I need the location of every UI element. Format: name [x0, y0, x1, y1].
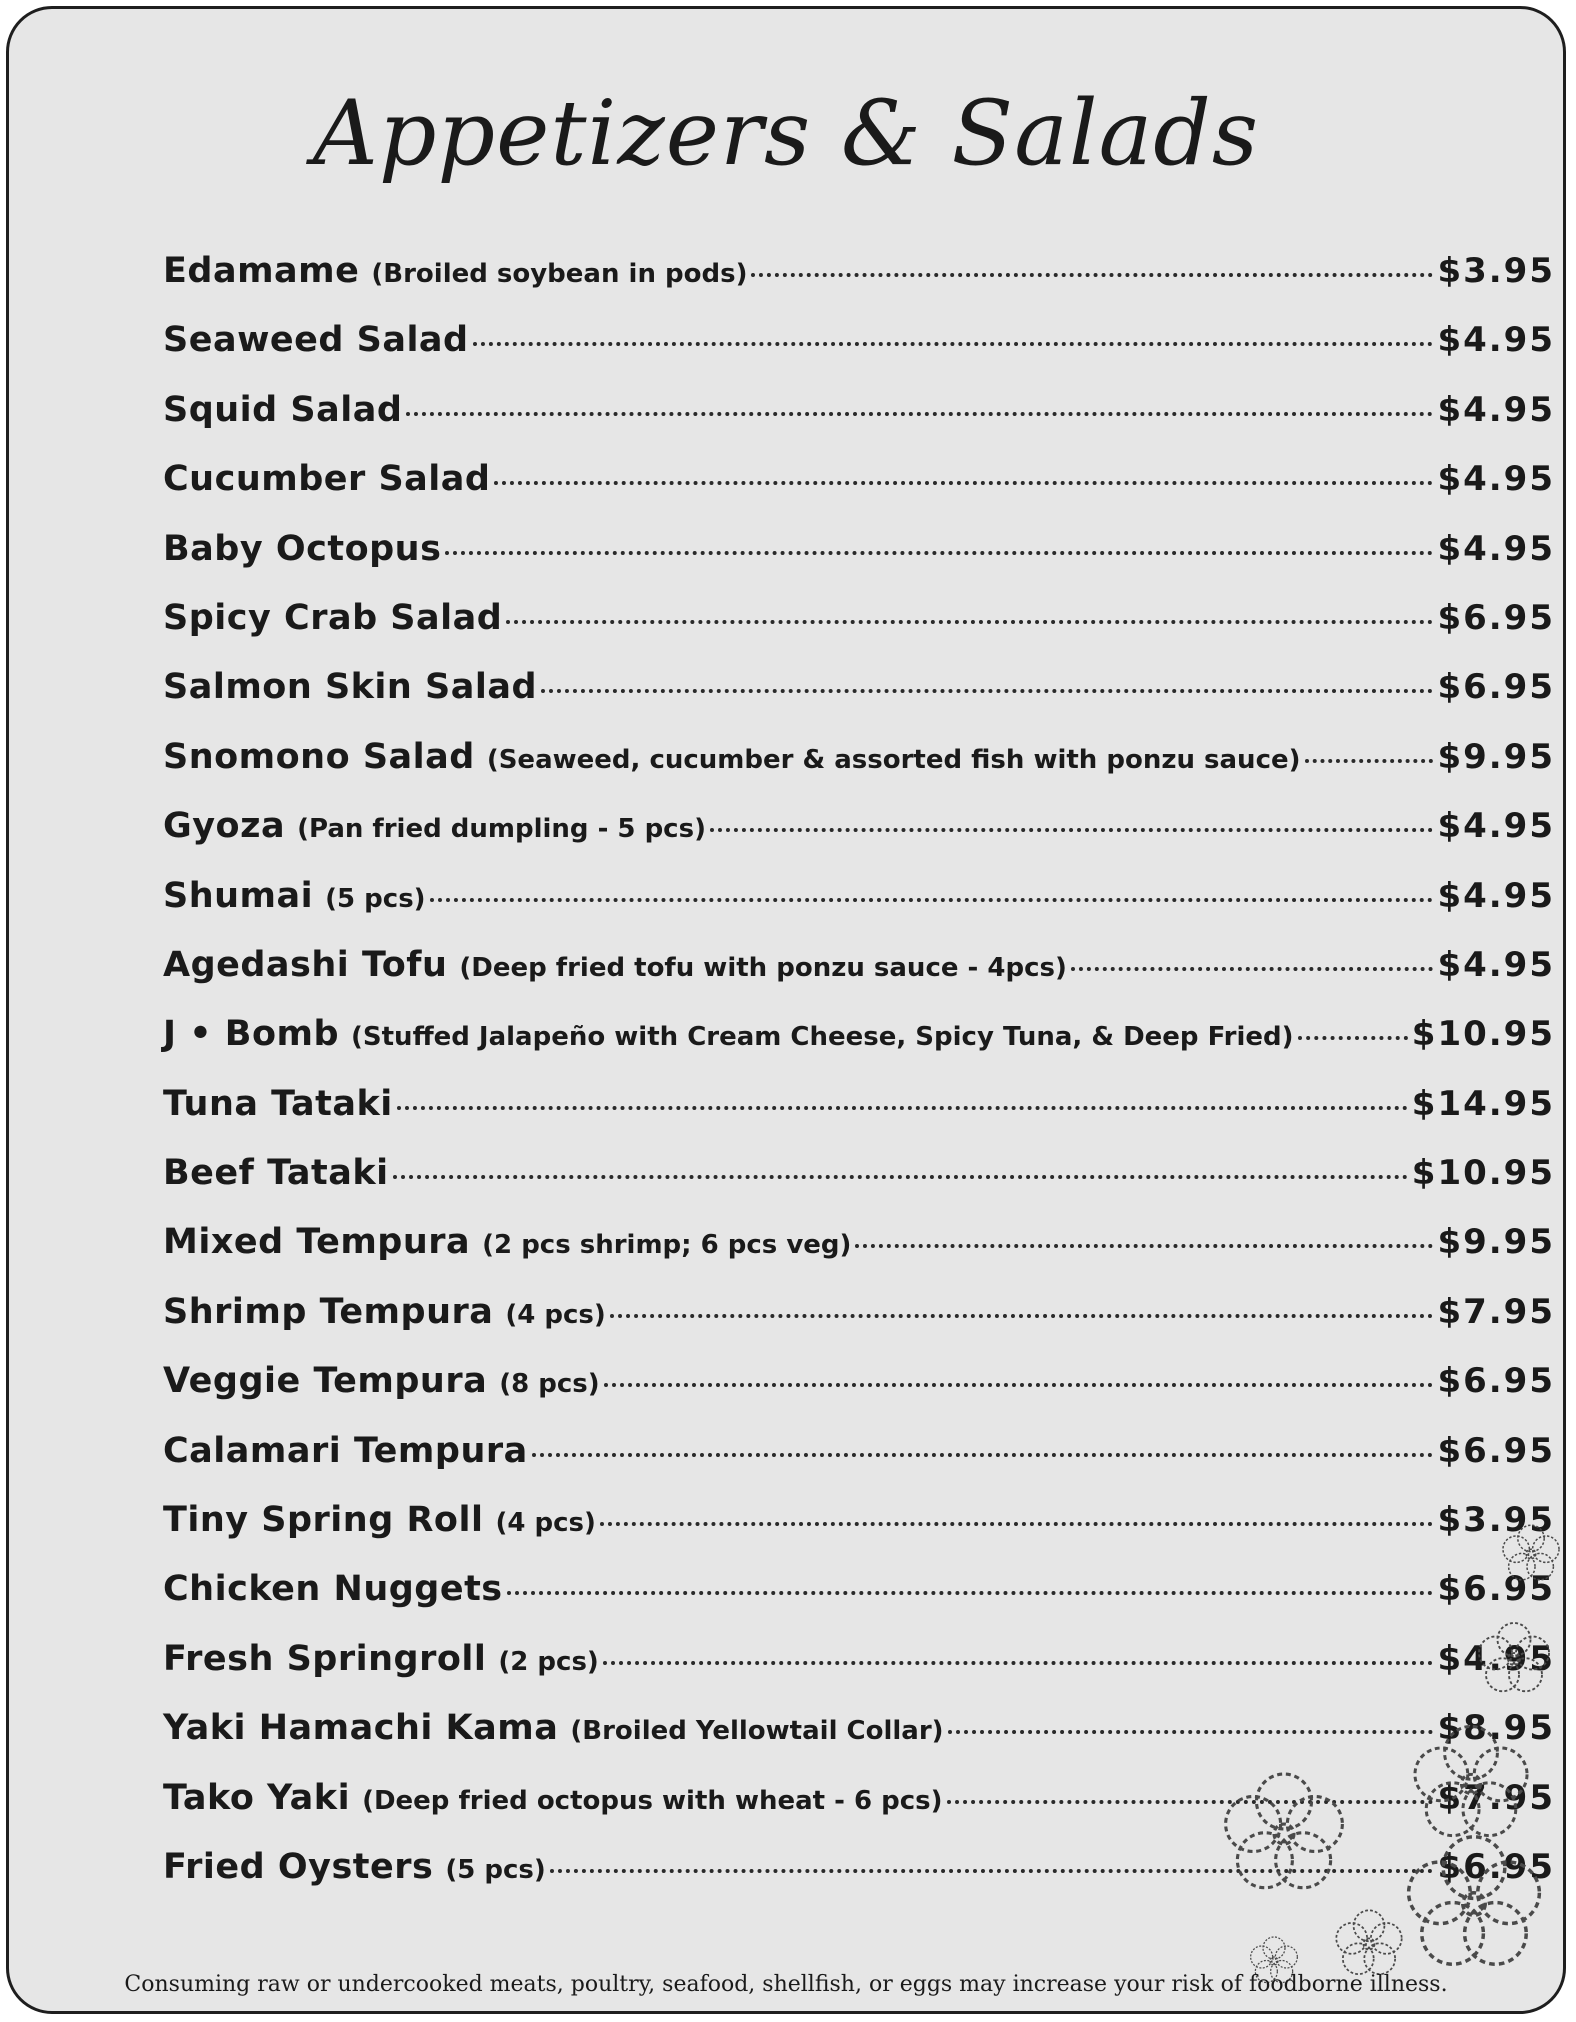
menu-item-name: Gyoza [163, 806, 286, 847]
menu-item-description: (2 pcs shrimp; 6 pcs veg) [482, 1230, 852, 1261]
menu-item-name: Fresh Springroll [163, 1638, 487, 1679]
menu-item [163, 529, 1555, 598]
dotted-leader [855, 1244, 1433, 1248]
menu-item-price: $7.95 [1437, 1777, 1555, 1818]
menu-item-price: $9.95 [1437, 736, 1555, 777]
cherry-blossom-icon [1479, 1623, 1549, 1691]
menu-item [163, 1153, 1555, 1222]
dotted-leader [393, 1175, 1408, 1179]
menu-item-description: (4 pcs) [505, 1299, 606, 1330]
menu-item-price: $8.95 [1437, 1708, 1555, 1749]
menu-item-price: $10.95 [1411, 1153, 1555, 1194]
menu-item-name: Agedashi Tofu [163, 944, 448, 985]
dotted-leader [710, 828, 1433, 832]
dotted-leader [1298, 1036, 1408, 1040]
menu-item-price: $4.95 [1437, 875, 1555, 916]
dotted-leader [532, 1453, 1434, 1457]
menu-item-description: (Stuffed Jalapeño with Cream Cheese, Spicy Tuna, & Deep Fried) [351, 1022, 1294, 1053]
menu-item-name: Calamari Tempura [163, 1430, 528, 1471]
dotted-leader [604, 1383, 1434, 1387]
menu-item-name: Shrimp Tempura [163, 1291, 494, 1332]
dotted-leader [494, 481, 1433, 485]
menu-item-price: $4.95 [1437, 806, 1555, 847]
menu-item-price: $7.95 [1437, 1291, 1555, 1332]
menu-item-description: (8 pcs) [499, 1369, 600, 1400]
menu-item-name: Snomono Salad [163, 736, 475, 777]
dotted-leader [751, 273, 1433, 277]
menu-item-price: $10.95 [1411, 1014, 1555, 1055]
menu-item-name: Cucumber Salad [163, 459, 491, 500]
menu-item-description: (5 pcs) [445, 1854, 546, 1885]
menu-item-description: (Broiled Yellowtail Collar) [570, 1716, 944, 1747]
cherry-blossom-icon [1415, 1726, 1527, 1835]
menu-item-price: $4.95 [1437, 389, 1555, 430]
menu-item-price: $6.95 [1437, 667, 1555, 708]
menu-item-name: Edamame [163, 251, 360, 291]
menu-item [163, 1222, 1555, 1291]
menu-item-name: Baby Octopus [163, 528, 442, 569]
menu-item-price: $14.95 [1411, 1083, 1555, 1124]
menu-item [163, 1292, 1555, 1361]
menu-item-description: (Deep fried octopus with wheat - 6 pcs) [362, 1785, 943, 1816]
menu-item-name: Salmon Skin Salad [163, 667, 538, 708]
cherry-blossom-icon [1409, 1837, 1540, 1964]
menu-item-name: Tako Yaki [163, 1777, 351, 1818]
cherry-blossom-icon [1503, 1525, 1559, 1580]
menu-item [163, 1014, 1555, 1083]
menu-item-price: $4.95 [1437, 528, 1555, 569]
menu-item-price: $6.95 [1437, 1361, 1555, 1402]
menu-item [163, 390, 1555, 459]
menu-item-description: (Broiled soybean in pods) [371, 259, 748, 289]
menu-item [163, 459, 1555, 528]
menu-card [6, 6, 1566, 2014]
menu-title: Appetizers & Salads [312, 81, 1260, 186]
menu-item-price: $6.95 [1437, 1430, 1555, 1471]
menu-item-name: J • Bomb [163, 1014, 340, 1055]
menu-item-price: $4.95 [1437, 459, 1555, 500]
dotted-leader [430, 898, 1434, 902]
menu-item-name: Veggie Tempura [163, 1361, 488, 1402]
menu-item-name: Chicken Nuggets [163, 1569, 503, 1610]
menu-item-description: (5 pcs) [325, 883, 426, 914]
menu-item [163, 1431, 1555, 1500]
menu-item-description: (Pan fried dumpling - 5 pcs) [297, 814, 706, 845]
dotted-leader [541, 689, 1433, 693]
menu-item-price: $3.95 [1437, 1500, 1555, 1541]
menu-item-name: Shumai [163, 875, 314, 916]
menu-item-description: (Seaweed, cucumber & assorted fish with ponzu sauce) [486, 744, 1301, 775]
menu-item-name: Mixed Tempura [163, 1222, 471, 1263]
dotted-leader [445, 551, 1433, 555]
menu-item-name: Fried Oysters [163, 1846, 434, 1887]
dotted-leader [473, 342, 1434, 346]
dotted-leader [406, 412, 1433, 416]
menu-item-name: Yaki Hamachi Kama [163, 1708, 559, 1749]
dotted-leader [1071, 967, 1434, 971]
menu-item [163, 876, 1555, 945]
menu-item-price: $9.95 [1437, 1222, 1555, 1263]
menu-item-price: $4.95 [1437, 944, 1555, 985]
cherry-blossom-decoration [1209, 1499, 1566, 1999]
menu-item-name: Seaweed Salad [163, 320, 469, 361]
menu-item-name: Spicy Crab Salad [163, 597, 503, 638]
menu-item-price: $4.95 [1437, 1638, 1555, 1679]
dotted-leader [397, 1106, 1408, 1110]
menu-item-name: Beef Tataki [163, 1153, 389, 1194]
food-safety-disclaimer: Consuming raw or undercooked meats, poultry, seafood, shellfish, or eggs may increase your risk of foodborne illness. [124, 1972, 1448, 1997]
menu-item-price: $6.95 [1437, 1569, 1555, 1610]
menu-item [163, 598, 1555, 667]
menu-item-name: Tiny Spring Roll [163, 1500, 484, 1541]
menu-item-description: (2 pcs) [498, 1646, 599, 1677]
menu-item-description: (Deep fried tofu with ponzu sauce - 4pcs) [459, 952, 1067, 983]
dotted-leader [506, 620, 1433, 624]
menu-item-price: $3.95 [1437, 251, 1555, 291]
dotted-leader [1305, 759, 1434, 763]
menu-item [163, 945, 1555, 1014]
menu-item [163, 737, 1555, 806]
menu-item [163, 320, 1555, 389]
cherry-blossom-icon [1336, 1910, 1401, 1974]
menu-item-price: $6.95 [1437, 1846, 1555, 1887]
cherry-blossom-icon [1226, 1774, 1343, 1888]
menu-item-price: $6.95 [1437, 597, 1555, 638]
menu-item [163, 251, 1555, 320]
menu-item-name: Squid Salad [163, 389, 403, 430]
dotted-leader [610, 1314, 1434, 1318]
menu-item-description: (4 pcs) [495, 1508, 596, 1539]
menu-item [163, 1361, 1555, 1430]
menu-item-name: Tuna Tataki [163, 1083, 393, 1124]
menu-item [163, 667, 1555, 736]
menu-item [163, 806, 1555, 875]
menu-item [163, 1084, 1555, 1153]
menu-item-price: $4.95 [1437, 320, 1555, 361]
